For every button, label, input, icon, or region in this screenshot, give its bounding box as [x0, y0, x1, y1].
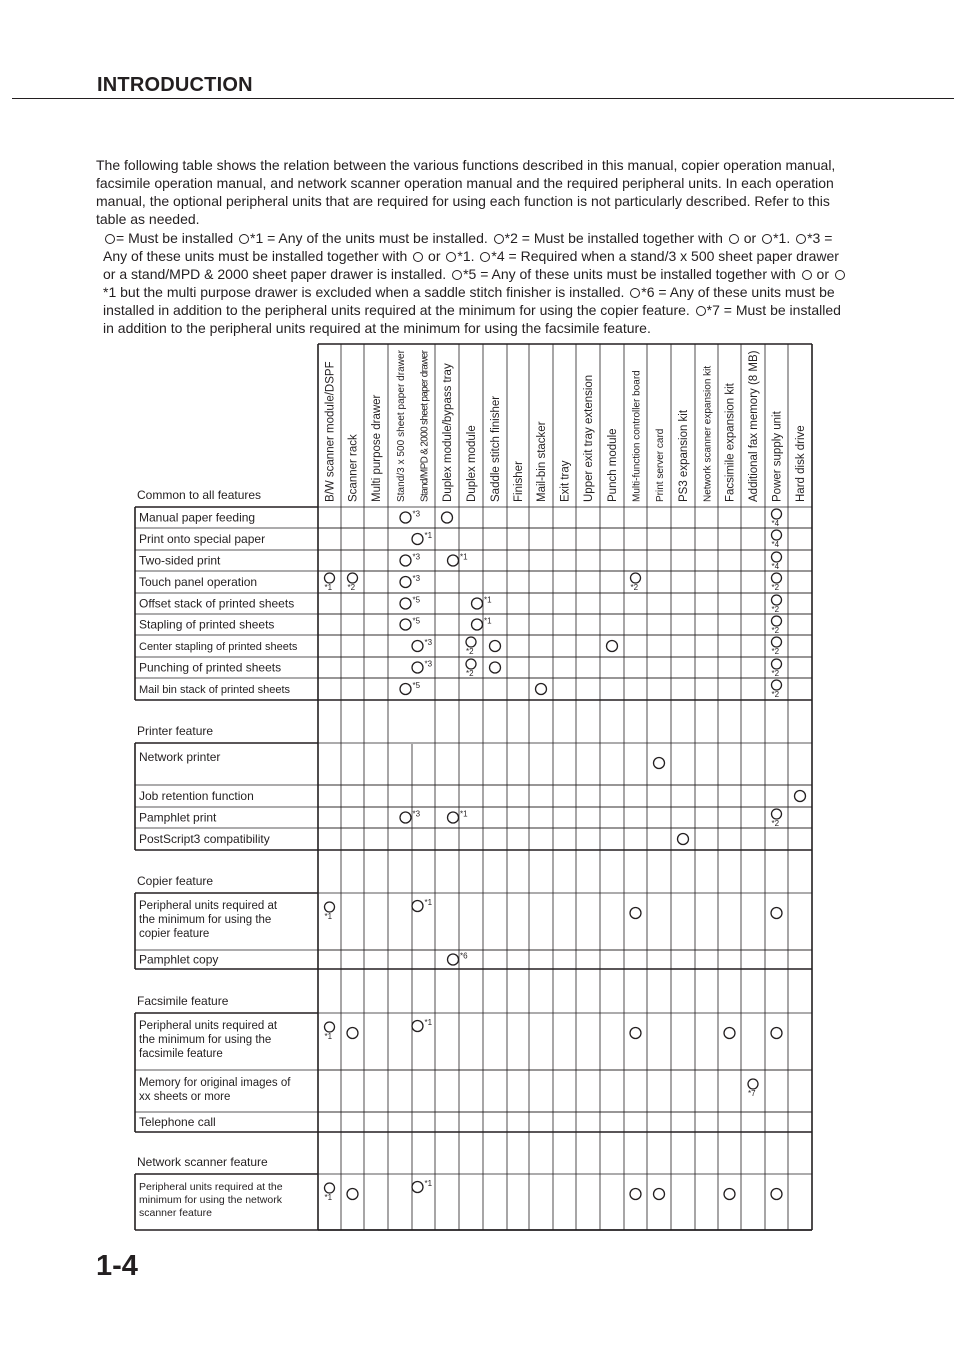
row-label: Offset stack of printed sheets: [139, 596, 295, 611]
circle-mark: [325, 902, 335, 912]
mark-note: *3: [412, 509, 421, 519]
circle-mark: [772, 552, 782, 562]
mark-note: *5: [412, 681, 421, 690]
column-header: Exit tray: [559, 460, 572, 502]
circle-mark: [400, 512, 411, 523]
circle-mark: [536, 684, 547, 695]
legend-text: *7 = Must be installed in addition to the peripheral units required at the minimum for using the facsimile feature.: [103, 302, 841, 337]
circle-mark: [348, 573, 358, 583]
mark-note: *2: [771, 647, 780, 656]
row-label: Stapling of printed sheets: [139, 617, 275, 632]
column-header: Upper exit tray extension: [583, 374, 595, 502]
circle-mark: [631, 573, 641, 583]
circle-mark: [347, 1028, 358, 1039]
circle-mark: [400, 577, 411, 588]
mark-note: *1: [324, 912, 333, 921]
legend-text: *1.: [773, 230, 795, 246]
mark-note: *4: [771, 519, 780, 528]
circle-mark: [400, 598, 411, 609]
header-rule: [12, 98, 954, 99]
column-header: Mail-bin stacker: [536, 421, 548, 502]
row-label: Punching of printed sheets: [139, 660, 282, 675]
circle-mark: [412, 1182, 423, 1193]
column-header: Power supply unit: [771, 411, 784, 502]
legend-text: *4 = Required when a stand/3 x 500 sheet paper drawer or a stand/MPD & 2000 sheet paper drawer is installed.: [103, 248, 839, 283]
circle-mark: [607, 641, 618, 652]
page-number: 1-4: [96, 1250, 138, 1282]
column-header: Punch module: [607, 428, 619, 502]
mark-note: *1: [424, 531, 433, 540]
column-header: Network scanner expansion kit: [702, 365, 714, 502]
circle-icon: [105, 234, 115, 244]
row-label: PostScript3 compatibility: [139, 832, 270, 846]
mark-note: *1: [324, 583, 333, 592]
column-header: Facsimile expansion kit: [724, 383, 737, 502]
mark-note: *3: [424, 638, 433, 647]
column-header: Finisher: [513, 461, 525, 502]
mark-note: *2: [466, 669, 474, 678]
circle-icon: [413, 252, 423, 262]
column-header: Multi purpose drawer: [371, 394, 383, 502]
legend-text: *2 = Must be installed together with: [504, 230, 727, 246]
circle-icon: [239, 234, 249, 244]
row-label: the minimum for using the: [139, 914, 272, 926]
circle-icon: [696, 306, 706, 316]
section-title: Network scanner feature: [137, 1155, 268, 1169]
row-label: minimum for using the network: [139, 1194, 282, 1206]
legend-text: *5 = Any of these units must be installed together with: [463, 266, 800, 283]
circle-mark: [630, 1028, 641, 1039]
circle-icon: [762, 234, 772, 244]
mark-note: *5: [412, 616, 421, 626]
column-header: Saddle stitch finisher: [490, 395, 502, 502]
mark-note: *1: [460, 552, 468, 562]
mark-note: *7: [748, 1089, 756, 1098]
mark-note: *1: [424, 1018, 433, 1027]
legend-text: *6 = Any of these units must be installed in addition to the peripheral units required at the minimum for using the copier feature.: [103, 284, 835, 319]
mark-note: *2: [771, 690, 780, 699]
column-header: Scanner rack: [347, 434, 360, 502]
mark-note: *1: [324, 1032, 333, 1041]
mark-note: *1: [424, 898, 433, 907]
circle-mark: [771, 1028, 782, 1039]
mark-note: *4: [771, 540, 780, 549]
circle-mark: [654, 1189, 665, 1200]
circle-mark: [772, 680, 782, 690]
section-title: Printer feature: [137, 724, 214, 738]
column-header: B/W scanner module/DSPF: [324, 361, 337, 502]
circle-mark: [412, 534, 423, 545]
circle-mark: [748, 1079, 758, 1089]
section-title: Common to all features: [137, 488, 262, 502]
mark-note: *3: [412, 809, 421, 819]
row-label: Pamphlet print: [139, 810, 217, 825]
mark-note: *2: [630, 583, 639, 592]
circle-mark: [400, 619, 411, 630]
circle-mark: [724, 1028, 735, 1039]
mark-note: *2: [771, 605, 780, 614]
column-header: Duplex module: [466, 425, 478, 502]
column-header: PS3 expansion kit: [678, 409, 690, 502]
mark-note: *5: [412, 595, 421, 605]
column-header: Hard disk drive: [795, 425, 807, 502]
column-header: Duplex module/bypass tray: [442, 363, 454, 502]
circle-mark: [400, 684, 411, 695]
circle-mark: [772, 637, 782, 647]
column-header: Multi-function controller board: [631, 370, 643, 502]
mark-note: *1: [324, 1193, 333, 1202]
mark-note: *3: [424, 659, 433, 669]
section-title: Facsimile feature: [137, 994, 229, 1008]
mark-note: *1: [484, 595, 492, 605]
row-label: the minimum for using the: [139, 1034, 272, 1046]
mark-note: *6: [460, 951, 468, 961]
circle-icon: [446, 252, 456, 262]
circle-mark: [772, 573, 782, 583]
row-label: copier feature: [139, 928, 210, 940]
mark-note: *4: [771, 562, 780, 571]
row-label: Peripheral units required at the: [139, 1181, 283, 1193]
circle-mark: [630, 908, 641, 919]
circle-mark: [724, 1189, 735, 1200]
circle-mark: [772, 616, 782, 626]
circle-mark: [400, 555, 411, 566]
column-header: Stand/3 x 500 sheet paper drawer: [396, 350, 407, 502]
circle-mark: [771, 1189, 782, 1200]
circle-mark: [412, 662, 423, 673]
column-header: Print server card: [655, 428, 666, 502]
circle-mark: [400, 812, 411, 823]
row-label: Peripheral units required at: [139, 1020, 278, 1032]
mark-note: *3: [412, 574, 421, 583]
legend-text: = Must be installed: [116, 230, 238, 246]
circle-mark: [325, 1022, 335, 1032]
circle-mark: [678, 834, 689, 845]
circle-mark: [772, 530, 782, 540]
page-section-title: INTRODUCTION: [97, 74, 253, 96]
mark-note: *2: [466, 647, 474, 656]
circle-mark: [466, 659, 476, 669]
circle-mark: [448, 812, 459, 823]
row-label: xx sheets or more: [139, 1091, 231, 1103]
row-label: Print onto special paper: [139, 532, 266, 546]
circle-icon: [802, 270, 812, 280]
circle-mark: [412, 641, 423, 652]
mark-note: *2: [771, 626, 780, 635]
column-header: Stand/MPD & 2000 sheet paper drawer: [419, 350, 431, 502]
row-label: Manual paper feeding: [139, 510, 256, 525]
mark-note: *2: [771, 819, 780, 828]
circle-icon: [494, 234, 504, 244]
row-label: Telephone call: [139, 1115, 216, 1129]
circle-icon: [729, 234, 739, 244]
section-title: Copier feature: [137, 874, 214, 888]
row-label: Two-sided print: [139, 553, 221, 568]
circle-mark: [772, 509, 782, 519]
circle-mark: [630, 1189, 641, 1200]
row-label: Peripheral units required at: [139, 900, 278, 912]
mark-note: *3: [412, 552, 421, 562]
mark-note: *1: [424, 1179, 433, 1188]
legend-text: *3 = Any of these units must be installed together with: [103, 230, 833, 265]
circle-mark: [772, 809, 782, 819]
legend-text: or: [739, 230, 761, 246]
circle-mark: [325, 573, 335, 583]
circle-mark: [442, 512, 453, 523]
row-label: Memory for original images of: [139, 1077, 291, 1089]
circle-icon: [452, 270, 462, 280]
mark-note: *2: [347, 583, 356, 592]
row-label: Touch panel operation: [139, 575, 258, 589]
circle-icon: [480, 252, 490, 262]
row-label: Center stapling of printed sheets: [139, 641, 298, 653]
circle-mark: [795, 791, 806, 802]
circle-mark: [771, 908, 782, 919]
intro-paragraph: The following table shows the relation between the various functions described in this manual, copier operation manual, facsimile operation manual, and network scanner operation manual and the required peripheral units. In each operation manual, the optional peripheral units that are required for using each function is not particularly described. Refer to this table as needed.: [96, 157, 836, 228]
legend-text: *1 but the multi purpose drawer is excluded when a saddle stitch finisher is installed.: [103, 284, 629, 301]
circle-mark: [412, 1021, 423, 1032]
row-label: scanner feature: [139, 1207, 212, 1219]
circle-mark: [325, 1183, 335, 1193]
row-label: facsimile feature: [139, 1048, 223, 1060]
circle-icon: [630, 288, 640, 298]
mark-note: *1: [484, 616, 492, 626]
circle-mark: [490, 641, 501, 652]
circle-mark: [466, 637, 476, 647]
circle-mark: [347, 1189, 358, 1200]
row-label: Network printer: [139, 750, 221, 764]
legend-text: *1.: [457, 248, 479, 265]
circle-mark: [448, 555, 459, 566]
circle-mark: [448, 954, 459, 965]
legend-text: *1 = Any of the units must be installed.: [250, 230, 492, 246]
circle-mark: [472, 598, 483, 609]
circle-mark: [772, 595, 782, 605]
column-header: Additional fax memory (8 MB): [748, 350, 760, 502]
circle-icon: [835, 270, 845, 280]
mark-note: *1: [460, 809, 468, 819]
row-label: Job retention function: [139, 789, 254, 803]
circle-mark: [472, 619, 483, 630]
circle-mark: [412, 901, 423, 912]
mark-note: *2: [771, 583, 780, 592]
circle-icon: [796, 234, 806, 244]
legend-text: or: [812, 266, 833, 283]
mark-note: *2: [771, 669, 780, 678]
circle-mark: [654, 758, 665, 769]
row-label: Mail bin stack of printed sheets: [139, 684, 291, 696]
row-label: Pamphlet copy: [139, 952, 219, 967]
circle-mark: [772, 659, 782, 669]
legend-text: or: [424, 248, 445, 265]
circle-mark: [490, 662, 501, 673]
legend-paragraph: [103, 229, 851, 338]
